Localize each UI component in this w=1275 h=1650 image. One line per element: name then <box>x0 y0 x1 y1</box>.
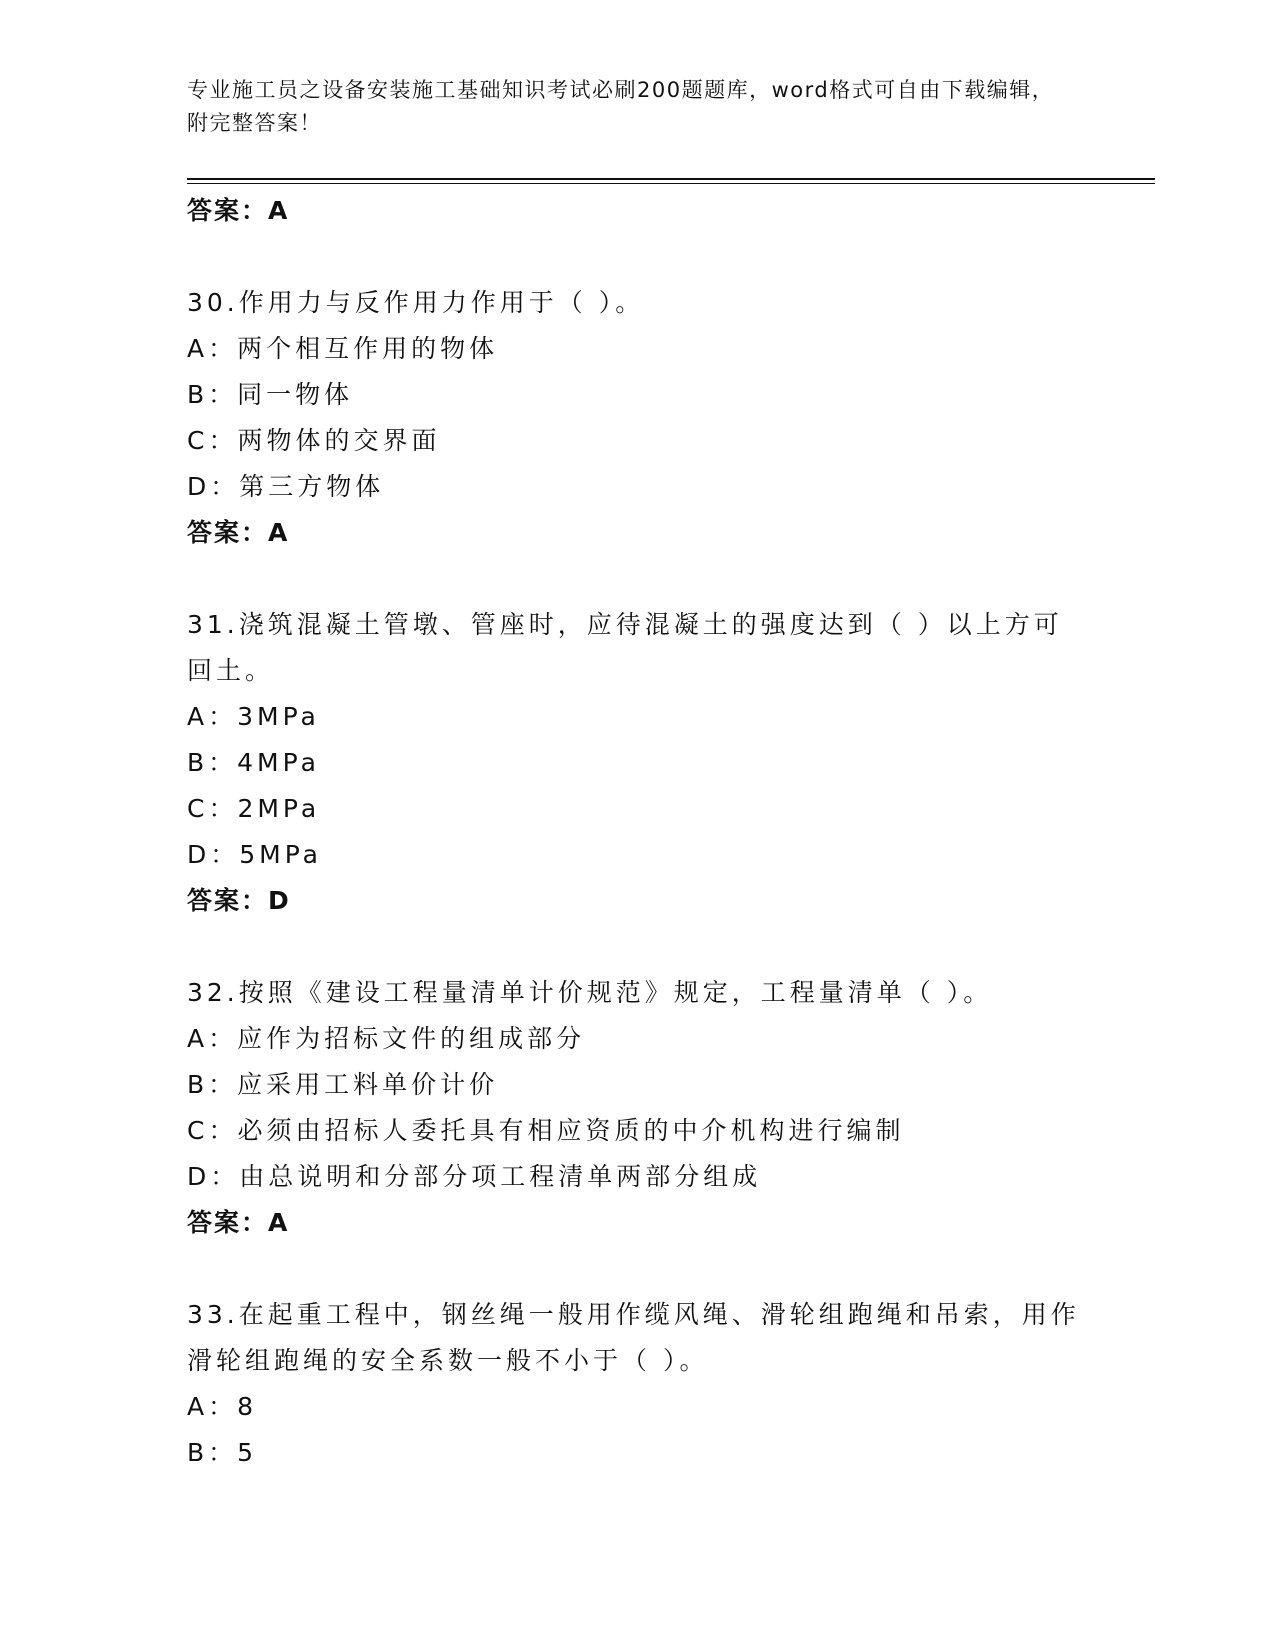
option-a: A：3MPa <box>187 702 320 731</box>
option-c: C：2MPa <box>187 794 321 823</box>
question-text: 33.在起重工程中，钢丝绳一般用作缆风绳、滑轮组跑绳和吊索，用作滑轮组跑绳的安全系数一般不小于（ ）。 <box>187 1300 1080 1375</box>
question-text: 31.浇筑混凝土管墩、管座时，应待混凝土的强度达到（ ）以上方可回土。 <box>187 610 1063 685</box>
option-b: B：4MPa <box>187 748 320 777</box>
option-c: C：必须由招标人委托具有相应资质的中介机构进行编制 <box>187 1116 905 1145</box>
option-b: B：同一物体 <box>187 380 354 409</box>
option-c: C：两物体的交界面 <box>187 426 441 455</box>
question-block <box>187 970 1087 1246</box>
question-text: 32.按照《建设工程量清单计价规范》规定，工程量清单（ ）。 <box>187 978 993 1007</box>
question-text: 30.作用力与反作用力作用于（ ）。 <box>187 288 645 317</box>
answer-text: 答案：A <box>187 196 290 225</box>
option-b: B：应采用工料单价计价 <box>187 1070 499 1099</box>
option-a: A：应作为招标文件的组成部分 <box>187 1024 586 1053</box>
question-block <box>187 280 1087 556</box>
answer-text: 答案：A <box>187 1208 290 1237</box>
option-a: A：两个相互作用的物体 <box>187 334 499 363</box>
option-a: A：8 <box>187 1392 258 1421</box>
option-d: D：5MPa <box>187 840 322 869</box>
header-divider-thin <box>187 183 1155 184</box>
answer-text: 答案：D <box>187 886 291 915</box>
option-d: D：由总说明和分部分项工程清单两部分组成 <box>187 1162 762 1191</box>
question-block <box>187 1292 1087 1476</box>
answer-text: 答案：A <box>187 518 290 547</box>
question-block <box>187 602 1087 924</box>
option-d: D：第三方物体 <box>187 472 385 501</box>
page-header: 专业施工员之设备安装施工基础知识考试必刷200题题库，word格式可自由下载编辑，附完整答案！ <box>187 78 1055 135</box>
question-list <box>187 188 1087 1476</box>
header-divider <box>187 178 1155 180</box>
option-b: B：5 <box>187 1438 258 1467</box>
